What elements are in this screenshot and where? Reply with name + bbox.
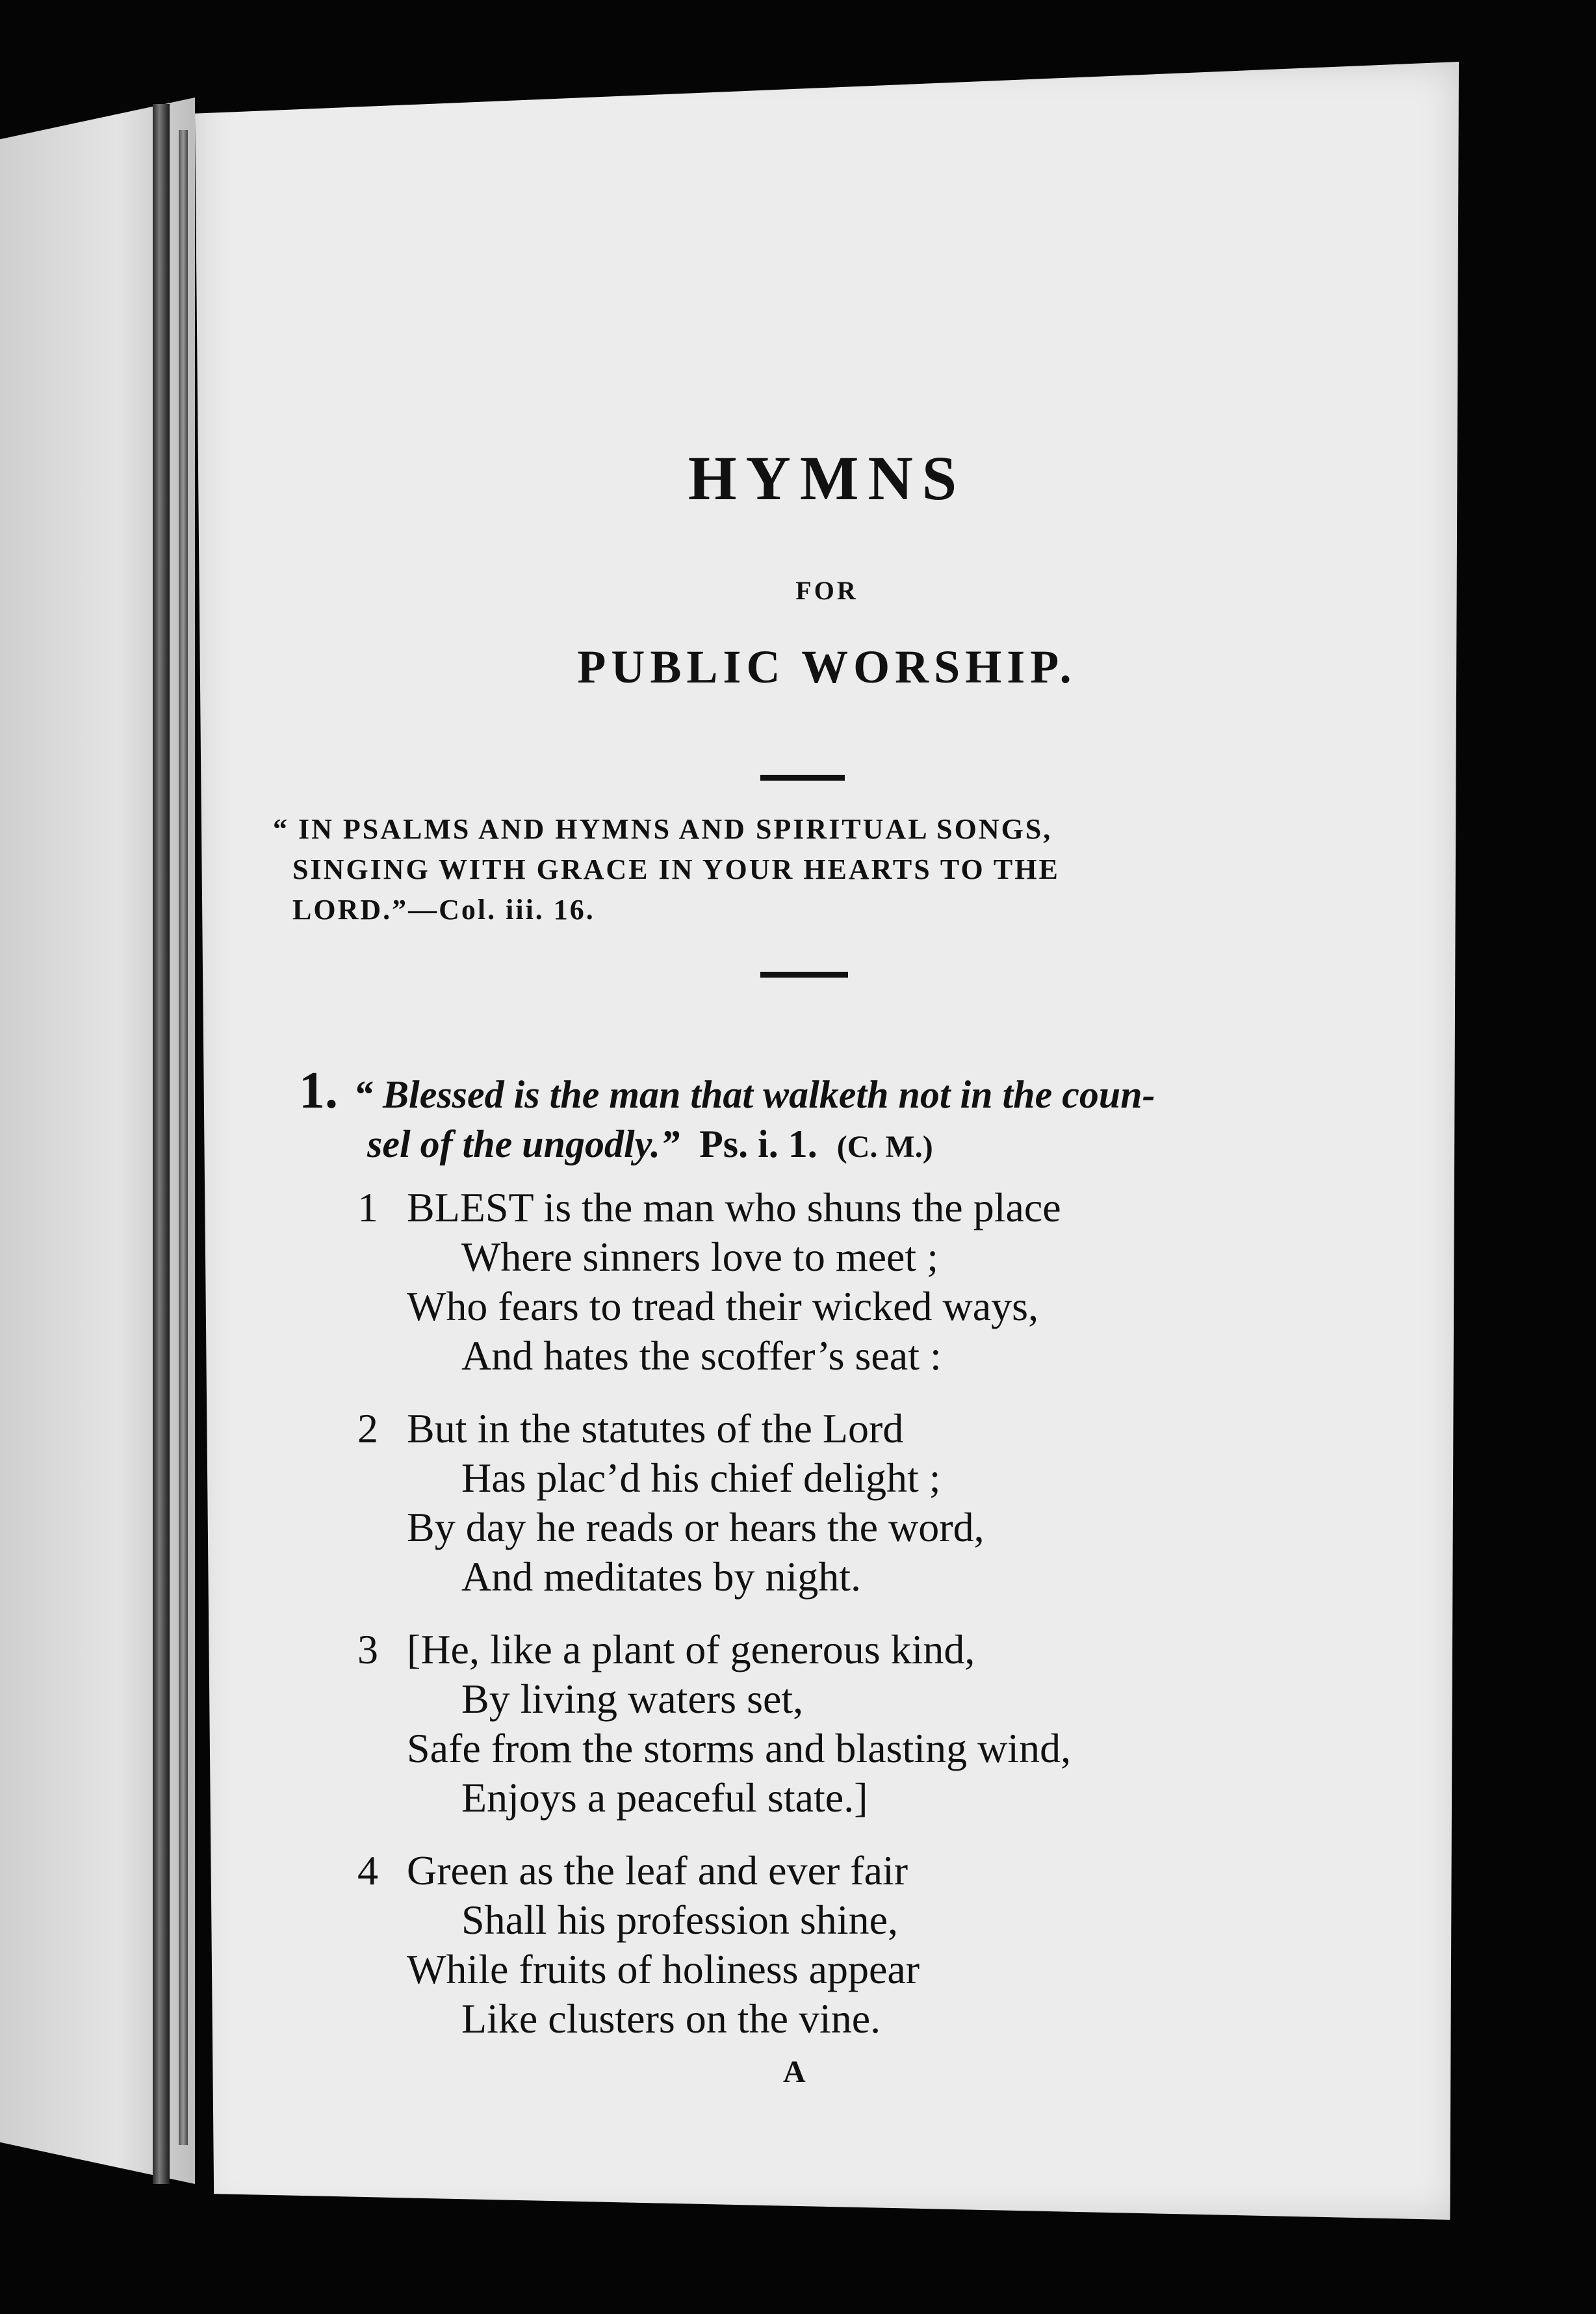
page-title: HYMNS bbox=[688, 443, 966, 513]
verse-line: While fruits of holiness appear bbox=[407, 1946, 920, 1992]
hymn-heading bbox=[299, 1062, 1287, 1172]
verse-line: But in the statutes of the Lord bbox=[407, 1405, 904, 1451]
verse-line: Like clusters on the vine. bbox=[461, 1996, 881, 2042]
verse-line: Where sinners love to meet ; bbox=[461, 1234, 938, 1280]
stanza-number: 2 bbox=[357, 1405, 378, 1451]
stanza bbox=[357, 1846, 920, 2044]
epigraph bbox=[273, 809, 1274, 930]
verse-line: BLEST is the man who shuns the place bbox=[407, 1184, 1061, 1230]
verse-line: [He, like a plant of generous kind, bbox=[407, 1626, 975, 1672]
hymn-quote-cont: sel of the ungodly.” bbox=[367, 1123, 680, 1165]
hymn-number: 1. bbox=[299, 1062, 338, 1119]
title-connector: FOR bbox=[795, 576, 858, 605]
divider-rule bbox=[760, 775, 845, 781]
page-subtitle: PUBLIC WORSHIP. bbox=[577, 641, 1077, 693]
verse-line: And hates the scoffer’s seat : bbox=[461, 1332, 942, 1379]
hymn-quote: “ Blessed is the man that walketh not in the coun- bbox=[354, 1073, 1155, 1116]
verse-line: Safe from the storms and blasting wind, bbox=[407, 1725, 1072, 1771]
verse-line: And meditates by night. bbox=[461, 1554, 862, 1600]
verse-line: Enjoys a peaceful state.] bbox=[461, 1774, 868, 1821]
stanza bbox=[357, 1183, 1061, 1381]
divider-rule bbox=[760, 972, 848, 978]
bleed-through bbox=[650, 214, 1235, 254]
stanza-number: 1 bbox=[357, 1184, 378, 1230]
verse-line: Shall his profession shine, bbox=[461, 1897, 898, 1943]
stanza bbox=[357, 1625, 1071, 1823]
epigraph-line: SINGING WITH GRACE IN YOUR HEARTS TO THE bbox=[292, 853, 1060, 885]
verse-line: By day he reads or hears the word, bbox=[407, 1504, 985, 1550]
stanza-number: 4 bbox=[357, 1847, 378, 1893]
epigraph-line: “ IN PSALMS AND HYMNS AND SPIRITUAL SONGS, bbox=[273, 813, 1053, 845]
book-spine bbox=[153, 104, 170, 2184]
stanza-number: 3 bbox=[357, 1626, 378, 1672]
hymn-meter: (C. M.) bbox=[836, 1130, 933, 1164]
verse-line: Who fears to tread their wicked ways, bbox=[407, 1283, 1039, 1329]
verse-line: By living waters set, bbox=[461, 1676, 804, 1722]
verse-line: Has plac’d his chief delight ; bbox=[461, 1455, 941, 1501]
stanza bbox=[357, 1404, 985, 1602]
scripture-reference: Ps. i. 1. bbox=[699, 1123, 817, 1165]
book-spine-edge bbox=[179, 130, 188, 2145]
verse-line: Green as the leaf and ever fair bbox=[407, 1847, 908, 1893]
signature-mark: A bbox=[783, 2055, 806, 2089]
epigraph-line: LORD.”—Col. iii. 16. bbox=[292, 894, 595, 926]
